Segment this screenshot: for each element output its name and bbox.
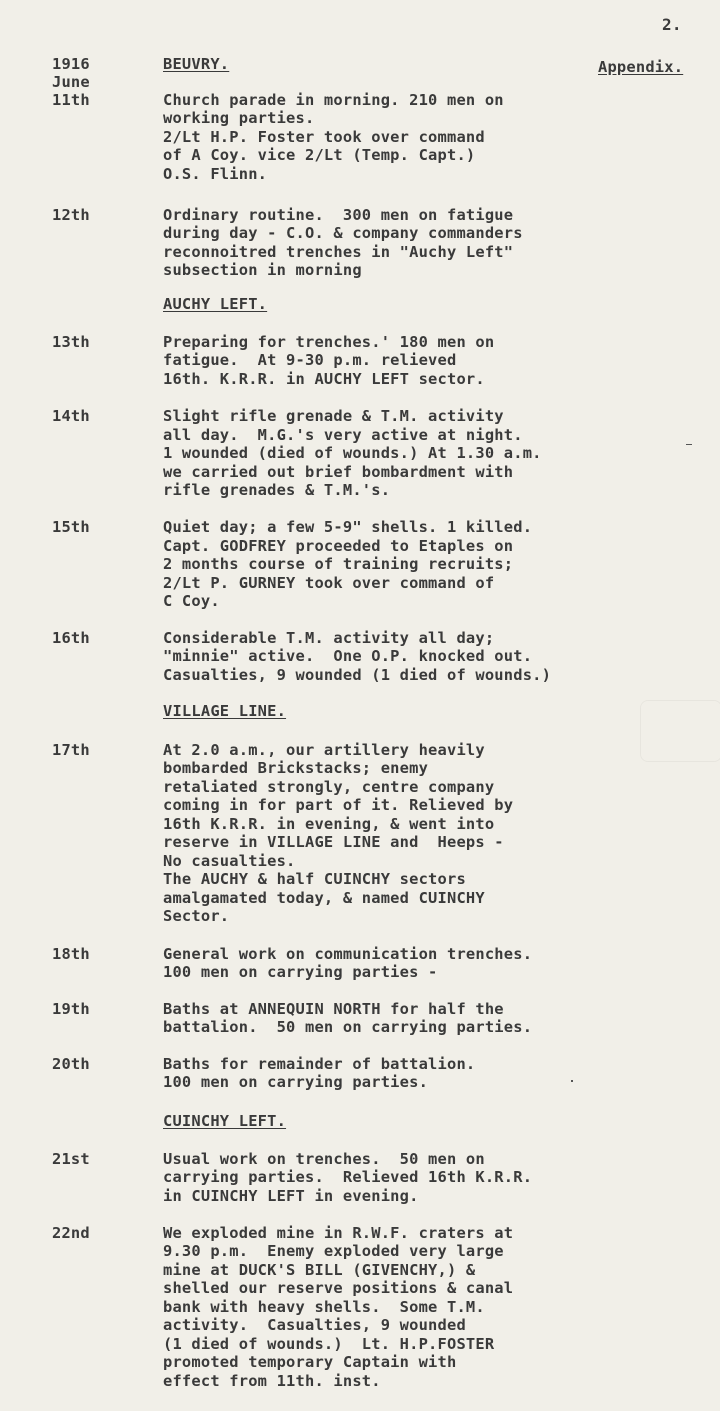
entry-line: mine at DUCK'S BILL (GIVENCHY,) & (163, 1261, 476, 1279)
entry-line: (1 died of wounds.) Lt. H.P.FOSTER (163, 1335, 495, 1353)
entry-line: activity. Casualties, 9 wounded (163, 1316, 466, 1334)
entry-date: 22nd (52, 1224, 90, 1242)
entry-date: 21st (52, 1150, 90, 1168)
entry-line: Baths at ANNEQUIN NORTH for half the (163, 1000, 504, 1018)
year: 1916 (52, 55, 90, 73)
entry-line: Casualties, 9 wounded (1 died of wounds.) (163, 666, 552, 684)
entry-line: effect from 11th. inst. (163, 1372, 381, 1390)
paper-mark (571, 1080, 573, 1082)
entry-line: Ordinary routine. 300 men on fatigue (163, 206, 514, 224)
appendix-label: Appendix. (598, 58, 684, 76)
entry-line: At 2.0 a.m., our artillery heavily (163, 741, 485, 759)
section-title-cuinchy-left: CUINCHY LEFT. (163, 1112, 287, 1130)
entry-date: 18th (52, 945, 90, 963)
faint-stamp-mark (640, 700, 720, 762)
entry-date: 19th (52, 1000, 90, 1018)
entry-line: Usual work on trenches. 50 men on (163, 1150, 485, 1168)
entry-date: 12th (52, 206, 90, 224)
entry-line: 1 wounded (died of wounds.) At 1.30 a.m. (163, 444, 542, 462)
entry-line: coming in for part of it. Relieved by (163, 796, 514, 814)
entry-date: 15th (52, 518, 90, 536)
entry-line: Considerable T.M. activity all day; (163, 629, 495, 647)
page-number: 2. (662, 15, 682, 34)
entry-line: amalgamated today, & named CUINCHY (163, 889, 485, 907)
entry-line: We exploded mine in R.W.F. craters at (163, 1224, 514, 1242)
entry-line: Capt. GODFREY proceeded to Etaples on (163, 537, 514, 555)
entry-line: Slight rifle grenade & T.M. activity (163, 407, 504, 425)
entry-line: Church parade in morning. 210 men on (163, 91, 504, 109)
entry-date: 14th (52, 407, 90, 425)
entry-line: rifle grenades & T.M.'s. (163, 481, 391, 499)
entry-line: The AUCHY & half CUINCHY sectors (163, 870, 466, 888)
entry-line: No casualties. (163, 852, 296, 870)
entry-line: carrying parties. Relieved 16th K.R.R. (163, 1168, 533, 1186)
entry-line: promoted temporary Captain with (163, 1353, 457, 1371)
entry-line: Baths for remainder of battalion. (163, 1055, 476, 1073)
entry-date: 13th (52, 333, 90, 351)
entry-date: 16th (52, 629, 90, 647)
entry-line: Preparing for trenches.' 180 men on (163, 333, 495, 351)
entry-line: of A Coy. vice 2/Lt (Temp. Capt.) (163, 146, 476, 164)
entry-line: 2/Lt H.P. Foster took over command (163, 128, 485, 146)
entry-line: 9.30 p.m. Enemy exploded very large (163, 1242, 504, 1260)
paper-mark (686, 444, 692, 445)
entry-line: bank with heavy shells. Some T.M. (163, 1298, 485, 1316)
entry-line: in CUINCHY LEFT in evening. (163, 1187, 419, 1205)
entry-line: Quiet day; a few 5-9" shells. 1 killed. (163, 518, 533, 536)
entry-line: C Coy. (163, 592, 220, 610)
entry-line: we carried out brief bombardment with (163, 463, 514, 481)
entry-line: 16th K.R.R. in evening, & went into (163, 815, 495, 833)
entry-line: subsection in morning (163, 261, 362, 279)
entry-line: O.S. Flinn. (163, 165, 268, 183)
entry-line: "minnie" active. One O.P. knocked out. (163, 647, 533, 665)
entry-line: General work on communication trenches. (163, 945, 533, 963)
entry-line: bombarded Brickstacks; enemy (163, 759, 429, 777)
entry-date: 20th (52, 1055, 90, 1073)
entry-line: reconnoitred trenches in "Auchy Left" (163, 243, 514, 261)
entry-line: Sector. (163, 907, 230, 925)
entry-date: 11th (52, 91, 90, 109)
entry-line: reserve in VILLAGE LINE and Heeps - (163, 833, 504, 851)
entry-line: all day. M.G.'s very active at night. (163, 426, 523, 444)
entry-line: battalion. 50 men on carrying parties. (163, 1018, 533, 1036)
entry-line: 100 men on carrying parties. (163, 1073, 429, 1091)
section-title-auchy-left: AUCHY LEFT. (163, 295, 268, 313)
entry-line: 2/Lt P. GURNEY took over command of (163, 574, 495, 592)
entry-line: fatigue. At 9-30 p.m. relieved (163, 351, 457, 369)
section-title-beuvry: BEUVRY. (163, 55, 230, 73)
entry-line: during day - C.O. & company commanders (163, 224, 523, 242)
entry-line: working parties. (163, 109, 315, 127)
entry-line: 16th. K.R.R. in AUCHY LEFT sector. (163, 370, 485, 388)
section-title-village-line: VILLAGE LINE. (163, 702, 287, 720)
entry-line: retaliated strongly, centre company (163, 778, 495, 796)
entry-line: 100 men on carrying parties - (163, 963, 438, 981)
entry-line: shelled our reserve positions & canal (163, 1279, 514, 1297)
entry-date: 17th (52, 741, 90, 759)
month: June (52, 73, 90, 91)
entry-line: 2 months course of training recruits; (163, 555, 514, 573)
